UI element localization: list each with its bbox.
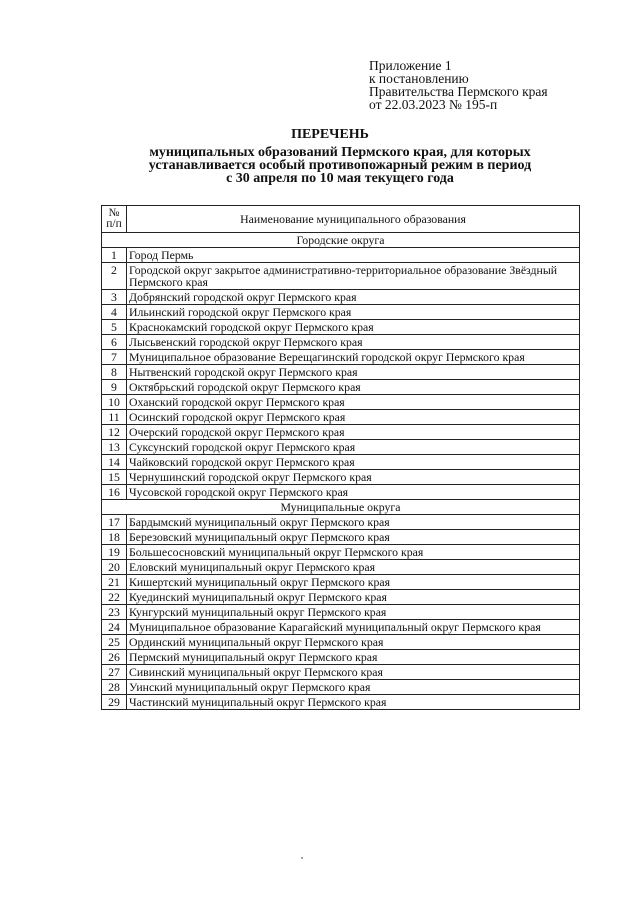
section-header-row	[102, 500, 580, 515]
municipality-name: Лысьвенский городской округ Пермского края	[127, 335, 580, 350]
header-number-abbr: п/п	[106, 218, 122, 230]
table-row	[102, 335, 580, 350]
municipality-name: Кишертский муниципальный округ Пермского края	[127, 575, 580, 590]
row-number: 14	[102, 455, 127, 470]
municipality-name: Частинский муниципальный округ Пермского края	[127, 695, 580, 710]
municipality-name: Уинский муниципальный округ Пермского края	[127, 680, 580, 695]
row-number: 15	[102, 470, 127, 485]
row-number: 10	[102, 395, 127, 410]
column-header-number	[102, 206, 127, 233]
document-title: ПЕРЕЧЕНЬ	[291, 127, 369, 142]
row-number: 3	[102, 290, 127, 305]
table-row	[102, 470, 580, 485]
row-number: 9	[102, 380, 127, 395]
municipality-name: Осинский городской округ Пермского края	[127, 410, 580, 425]
municipality-name: Суксунский городской округ Пермского края	[127, 440, 580, 455]
document-subtitle	[0, 146, 640, 185]
table-row	[102, 620, 580, 635]
municipality-name: Городской округ закрытое административно-территориальное образование Звёздный Пермского края	[127, 263, 580, 290]
row-number: 24	[102, 620, 127, 635]
table-row	[102, 440, 580, 455]
table-row	[102, 590, 580, 605]
row-number: 26	[102, 650, 127, 665]
table-row	[102, 635, 580, 650]
table-row	[102, 395, 580, 410]
row-number: 12	[102, 425, 127, 440]
subtitle-line: муниципальных образований Пермского края, для которых	[149, 145, 531, 160]
row-number: 25	[102, 635, 127, 650]
row-number: 17	[102, 515, 127, 530]
table-row	[102, 605, 580, 620]
municipality-name: Октябрьский городской округ Пермского края	[127, 380, 580, 395]
table-row	[102, 290, 580, 305]
header-number-sign: №	[108, 207, 120, 219]
municipality-name: Чусовской городской округ Пермского края	[127, 485, 580, 500]
municipality-name: Очерский городской округ Пермского края	[127, 425, 580, 440]
table-row	[102, 365, 580, 380]
row-number: 1	[102, 248, 127, 263]
table-row	[102, 263, 580, 290]
table-row	[102, 350, 580, 365]
row-number: 28	[102, 680, 127, 695]
appendix-block	[369, 59, 548, 111]
appendix-line: к постановлению	[369, 71, 469, 86]
municipality-name: Кунгурский муниципальный округ Пермского края	[127, 605, 580, 620]
municipality-name: Оханский городской округ Пермского края	[127, 395, 580, 410]
municipality-name: Добрянский городской округ Пермского края	[127, 290, 580, 305]
appendix-line: от 22.03.2023 № 195-п	[369, 97, 498, 112]
row-number: 19	[102, 545, 127, 560]
table-row	[102, 425, 580, 440]
municipality-name: Куединский муниципальный округ Пермского края	[127, 590, 580, 605]
municipality-name: Город Пермь	[127, 248, 580, 263]
row-number: 5	[102, 320, 127, 335]
row-number: 16	[102, 485, 127, 500]
table-row	[102, 410, 580, 425]
table-row	[102, 650, 580, 665]
table-row	[102, 665, 580, 680]
row-number: 2	[102, 263, 127, 290]
row-number: 13	[102, 440, 127, 455]
scan-speck	[301, 857, 303, 859]
row-number: 29	[102, 695, 127, 710]
municipality-name: Бардымский муниципальный округ Пермского края	[127, 515, 580, 530]
municipality-name: Чернушинский городской округ Пермского края	[127, 470, 580, 485]
row-number: 8	[102, 365, 127, 380]
municipality-name: Чайковский городской округ Пермского края	[127, 455, 580, 470]
column-header-name: Наименование муниципального образования	[127, 206, 580, 233]
municipality-name: Муниципальное образование Верещагинский городской округ Пермского края	[127, 350, 580, 365]
municipality-name: Пермский муниципальный округ Пермского края	[127, 650, 580, 665]
row-number: 4	[102, 305, 127, 320]
municipality-name: Большесосновский муниципальный округ Пермского края	[127, 545, 580, 560]
row-number: 20	[102, 560, 127, 575]
municipality-name: Березовский муниципальный округ Пермского края	[127, 530, 580, 545]
row-number: 18	[102, 530, 127, 545]
municipality-name: Сивинский муниципальный округ Пермского края	[127, 665, 580, 680]
appendix-line: Правительства Пермского края	[369, 84, 548, 99]
municipality-name: Муниципальное образование Карагайский муниципальный округ Пермского края	[127, 620, 580, 635]
table-row	[102, 575, 580, 590]
table-row	[102, 695, 580, 710]
municipality-name: Нытвенский городской округ Пермского края	[127, 365, 580, 380]
row-number: 27	[102, 665, 127, 680]
section-header-row	[102, 233, 580, 248]
section-title: Городские округа	[102, 233, 580, 248]
municipality-name: Краснокамский городской округ Пермского края	[127, 320, 580, 335]
row-number: 21	[102, 575, 127, 590]
table-row	[102, 455, 580, 470]
section-title: Муниципальные округа	[102, 500, 580, 515]
table-row	[102, 560, 580, 575]
table-row	[102, 545, 580, 560]
table-row	[102, 320, 580, 335]
table-row	[102, 515, 580, 530]
table-row	[102, 248, 580, 263]
row-number: 6	[102, 335, 127, 350]
municipality-name: Ильинский городской округ Пермского края	[127, 305, 580, 320]
table-row	[102, 380, 580, 395]
row-number: 7	[102, 350, 127, 365]
table-header-row	[102, 206, 580, 233]
subtitle-line: устанавливается особый противопожарный режим в период	[148, 158, 532, 173]
municipalities-table	[101, 205, 580, 710]
table-row	[102, 485, 580, 500]
row-number: 11	[102, 410, 127, 425]
table-row	[102, 305, 580, 320]
subtitle-line: с 30 апреля по 10 мая текущего года	[226, 171, 454, 186]
municipality-name: Ординский муниципальный округ Пермского края	[127, 635, 580, 650]
municipality-name: Еловский муниципальный округ Пермского края	[127, 560, 580, 575]
table-row	[102, 680, 580, 695]
table-row	[102, 530, 580, 545]
appendix-line: Приложение 1	[369, 58, 452, 73]
row-number: 23	[102, 605, 127, 620]
table-body	[102, 233, 580, 710]
row-number: 22	[102, 590, 127, 605]
